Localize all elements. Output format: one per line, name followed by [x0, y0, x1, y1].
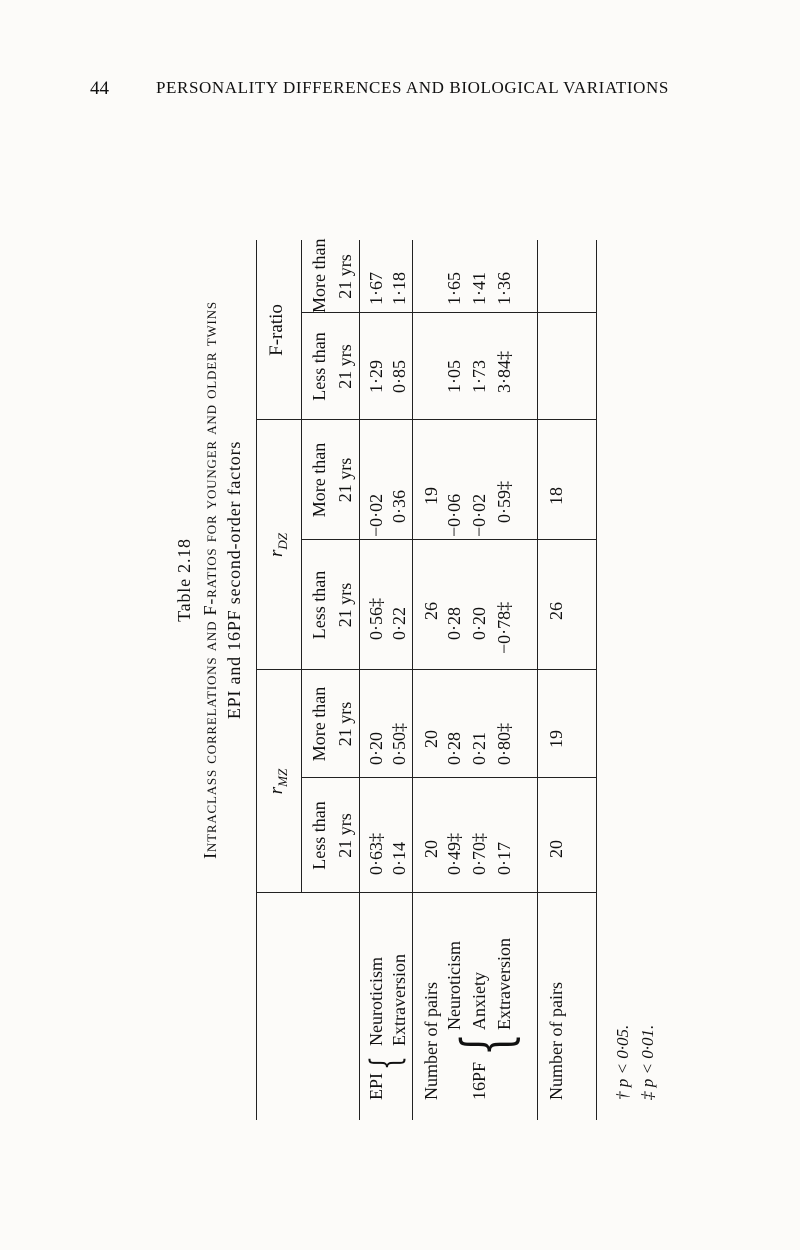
cell-epi-pairs-dz-less: 26: [421, 602, 441, 620]
cell-pf-extra-mz-more: 0·80‡: [494, 723, 514, 765]
rule-bottom: [596, 240, 597, 1120]
cell-epi-neuro-dz-more: −0·02: [366, 493, 386, 537]
cell-pf-extra-dz-more: 0·59‡: [494, 481, 514, 523]
subhead-dz-less: Less than 21 yrs: [309, 570, 355, 640]
cell-pf-pairs-dz-more: 18: [546, 487, 566, 505]
cell-pf-neuro-dz-more: −0·06: [444, 493, 464, 537]
cell-pf-anx-f-more: 1·41: [469, 272, 489, 305]
cell-epi-pairs-mz-less: 20: [421, 840, 441, 858]
cell-epi-neuro-f-less: 1·29: [366, 360, 386, 393]
cell-pf-anx-dz-more: −0·02: [469, 493, 489, 537]
stub-16pf-pairs: Number of pairs: [546, 982, 566, 1100]
cell-epi-extra-dz-less: 0·22: [389, 607, 409, 640]
cell-pf-anx-mz-less: 0·70‡: [469, 833, 489, 875]
group-f-ratio: F-ratio: [266, 304, 287, 356]
stub-epi-pairs: Number of pairs: [421, 982, 441, 1100]
cell-pf-neuro-mz-more: 0·28: [444, 732, 464, 765]
stub-16pf-extraversion: Extraversion: [494, 938, 514, 1030]
subhead-mz-more: More than 21 yrs: [309, 686, 355, 762]
page-number: 44: [90, 78, 109, 99]
cell-epi-pairs-dz-more: 19: [421, 487, 441, 505]
cell-epi-extra-mz-more: 0·50‡: [389, 723, 409, 765]
group-rmz: $r_{MZ}$: [266, 768, 290, 795]
subhead-dz-more: More than 21 yrs: [309, 442, 355, 518]
cell-epi-neuro-f-more: 1·67: [366, 272, 386, 305]
cell-epi-pairs-mz-more: 20: [421, 730, 441, 748]
cell-pf-pairs-mz-less: 20: [546, 840, 566, 858]
cell-pf-neuro-f-less: 1·05: [444, 360, 464, 393]
cell-pf-extra-f-less: 3·84‡: [494, 351, 514, 393]
cell-pf-anx-f-less: 1·73: [469, 360, 489, 393]
cell-epi-extra-f-less: 0·85: [389, 360, 409, 393]
cell-pf-extra-f-more: 1·36: [494, 272, 514, 305]
cell-pf-pairs-mz-more: 19: [546, 730, 566, 748]
stub-epi: EPI: [366, 1073, 386, 1100]
footnote-p05: † p < 0·05.: [613, 1024, 632, 1100]
cell-pf-anx-dz-less: 0·20: [469, 607, 489, 640]
cell-epi-neuro-mz-less: 0·63‡: [366, 833, 386, 875]
stub-16pf-neuroticism: Neuroticism: [444, 941, 464, 1030]
rule-row-3: [537, 240, 538, 1120]
footnote-p01: ‡ p < 0·01.: [638, 1024, 657, 1100]
cell-pf-neuro-f-more: 1·65: [444, 272, 464, 305]
cell-pf-neuro-mz-less: 0·49‡: [444, 833, 464, 875]
rule-row-2: [412, 240, 413, 1120]
cell-pf-neuro-dz-less: 0·28: [444, 607, 464, 640]
table-caption-line1: Intraclass correlations and F-ratios for younger and older twins: [200, 301, 220, 859]
brace-epi: {: [363, 1056, 409, 1070]
cell-epi-neuro-mz-more: 0·20: [366, 732, 386, 765]
cell-epi-extra-mz-less: 0·14: [389, 842, 409, 875]
table-label: Table 2.18: [174, 538, 194, 622]
subhead-mz-less: Less than 21 yrs: [309, 801, 355, 870]
cell-pf-pairs-dz-less: 26: [546, 602, 566, 620]
group-rdz: $r_{DZ}$: [266, 532, 290, 558]
cell-pf-extra-mz-less: 0·17: [494, 842, 514, 875]
cell-epi-neuro-dz-less: 0·56‡: [366, 598, 386, 640]
subhead-f-more: More than 21 yrs: [309, 238, 355, 313]
brace-16pf: {: [448, 1032, 525, 1056]
table-caption-line2: EPI and 16PF second-order factors: [224, 440, 244, 720]
rule-subhead: [301, 240, 302, 893]
rule-row-1: [359, 240, 360, 1120]
stub-16pf-anxiety: Anxiety: [469, 972, 489, 1030]
rotated-table-page: [170, 40, 730, 1120]
cell-epi-extra-dz-more: 0·36: [389, 490, 409, 523]
cell-epi-extra-f-more: 1·18: [389, 272, 409, 305]
cell-pf-anx-mz-more: 0·21: [469, 732, 489, 765]
stub-16pf: 16PF: [469, 1061, 489, 1100]
stub-epi-neuroticism: Neuroticism: [366, 957, 386, 1046]
subhead-f-less: Less than 21 yrs: [309, 332, 355, 401]
cell-pf-extra-dz-less: −0·78‡: [494, 601, 514, 654]
running-title: PERSONALITY DIFFERENCES AND BIOLOGICAL VARIATIONS: [156, 78, 669, 97]
rule-top: [256, 240, 257, 1120]
stub-epi-extraversion: Extraversion: [389, 954, 409, 1046]
